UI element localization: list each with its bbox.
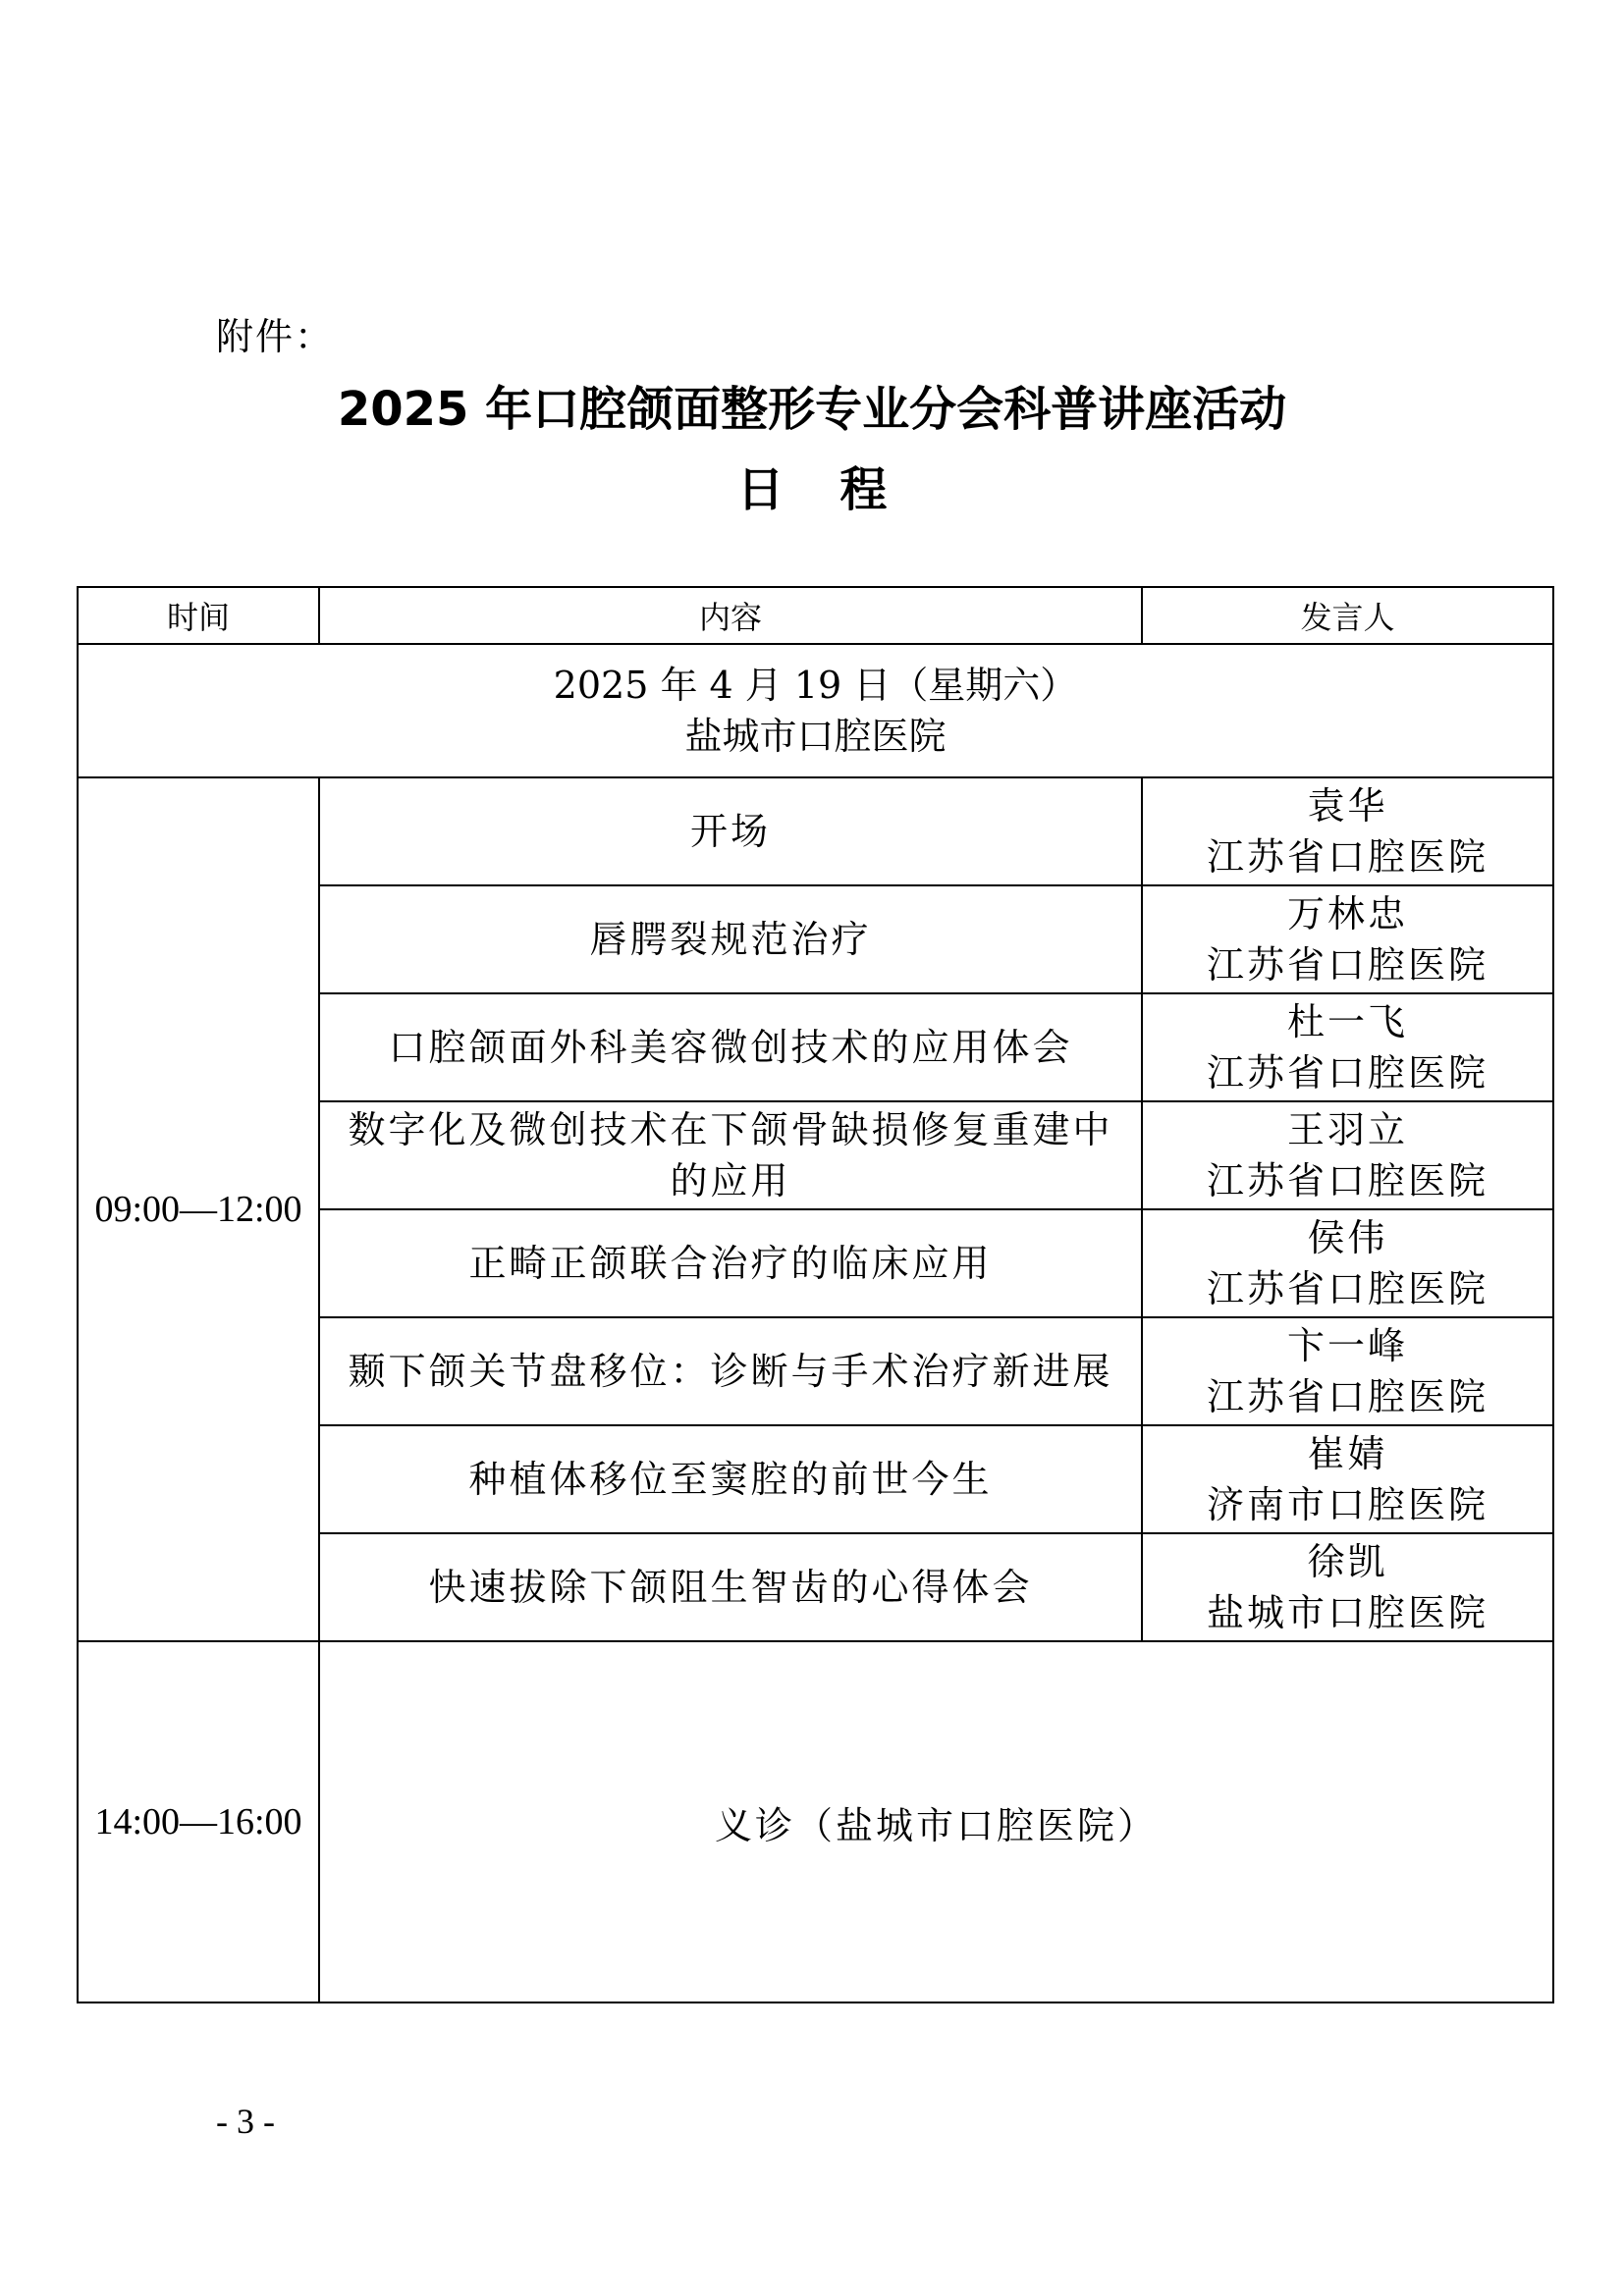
attachment-label: 附件： (216, 315, 335, 358)
date-row (78, 644, 1553, 777)
schedule-table (77, 586, 1554, 2003)
session-content (319, 1533, 1142, 1641)
session-speaker (1142, 1425, 1553, 1533)
session-speaker (1142, 885, 1553, 993)
speaker-organization: 江苏省口腔医院 (1206, 1375, 1489, 1418)
speaker-name: 万林忠 (1286, 892, 1408, 935)
column-header-content: 内容 (319, 587, 1142, 644)
session-content (319, 885, 1142, 993)
date-venue-cell (78, 644, 1553, 777)
session-content-line: 正畸正颌联合治疗的临床应用 (468, 1242, 993, 1285)
speaker-organization: 江苏省口腔医院 (1206, 1051, 1489, 1095)
speaker-organization: 江苏省口腔医院 (1206, 1159, 1489, 1202)
session-content-line: 颞下颌关节盘移位：诊断与手术治疗新进展 (348, 1350, 1113, 1393)
session-content-line: 唇腭裂规范治疗 (589, 918, 872, 961)
session-content (319, 1425, 1142, 1533)
session-speaker (1142, 1209, 1553, 1317)
session-content-line: 开场 (689, 810, 771, 853)
column-header-speaker: 发言人 (1142, 587, 1553, 644)
session-content (319, 1101, 1142, 1209)
document-title: 2025 年口腔颌面整形专业分会科普讲座活动 (337, 382, 1287, 437)
speaker-name: 徐凯 (1307, 1540, 1388, 1583)
column-header-time: 时间 (78, 587, 319, 644)
session-content (319, 777, 1142, 885)
speaker-name: 崔婧 (1307, 1432, 1388, 1475)
document-subtitle: 日 程 (736, 462, 888, 517)
speaker-organization: 江苏省口腔医院 (1206, 943, 1489, 987)
session-content-line: 口腔颌面外科美容微创技术的应用体会 (388, 1026, 1073, 1069)
session-speaker (1142, 1101, 1553, 1209)
page-number: - 3 - (216, 2102, 275, 2141)
session-speaker (1142, 1533, 1553, 1641)
speaker-name: 卞一峰 (1286, 1324, 1408, 1367)
afternoon-time: 14:00—16:00 (78, 1641, 319, 2002)
speaker-organization: 济南市口腔医院 (1206, 1483, 1489, 1526)
session-speaker (1142, 993, 1553, 1101)
session-content (319, 993, 1142, 1101)
afternoon-row (78, 1641, 1553, 2002)
session-speaker (1142, 1317, 1553, 1425)
speaker-name: 杜一飞 (1286, 1000, 1408, 1043)
speaker-organization: 江苏省口腔医院 (1206, 835, 1489, 879)
session-content-line: 快速拔除下颌阻生智齿的心得体会 (428, 1566, 1033, 1609)
session-content-line: 数字化及微创技术在下颌骨缺损修复重建中 (348, 1108, 1113, 1151)
speaker-name: 侯伟 (1307, 1216, 1388, 1259)
morning-time: 09:00—12:00 (78, 777, 319, 1641)
speaker-organization: 盐城市口腔医院 (1206, 1591, 1489, 1634)
speaker-name: 袁华 (1307, 784, 1388, 828)
session-content (319, 1317, 1142, 1425)
event-date: 2025 年 4 月 19 日（星期六） (553, 664, 1078, 707)
afternoon-activity: 义诊（盐城市口腔医院） (319, 1641, 1553, 2002)
table-header-row (78, 587, 1553, 644)
session-content-line: 种植体移位至窦腔的前世今生 (468, 1458, 993, 1501)
event-venue: 盐城市口腔医院 (684, 715, 947, 758)
speaker-organization: 江苏省口腔医院 (1206, 1267, 1489, 1310)
session-content-line: 的应用 (670, 1159, 791, 1202)
session-speaker (1142, 777, 1553, 885)
session-content (319, 1209, 1142, 1317)
table-row (78, 777, 1553, 885)
speaker-name: 王羽立 (1286, 1108, 1408, 1151)
